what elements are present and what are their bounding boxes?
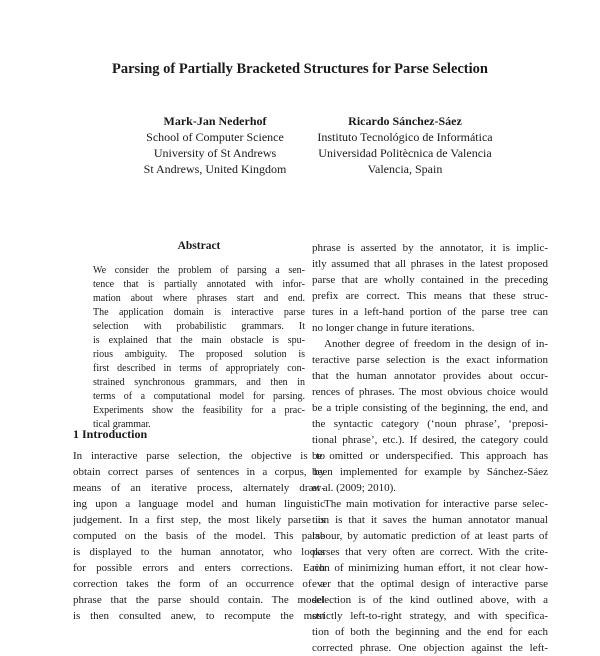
abstract-line: tence that is partially annotated with infor- [93,279,305,290]
body-text-line: tion is that it saves the human annotator manual [312,514,548,526]
body-text-line: is displayed to the human annotator, who looks [73,546,325,558]
body-text-line: no longer change in future iterations. [312,322,475,334]
body-text-line: selection is of the kind outlined above, with a [312,594,548,606]
body-text-line: been implemented for example by Sánchez-Sáez [312,466,548,478]
abstract-line: tical grammar. [93,419,151,430]
body-text-line: rences of phrases. The most obvious choice would [312,386,548,398]
body-text-line: itly assumed that all phrases in the latest proposed [312,258,548,270]
body-text-line: parses that very often are correct. With the crite- [312,546,548,558]
body-text-line: for possible errors and enters corrections. Each [73,562,325,574]
body-text-line: means of an iterative process, alternately draw- [73,482,325,494]
body-text-line: judgement. In a first step, the most likely parse is [73,514,325,526]
abstract-line: Experiments show the feasibility for a prac- [93,405,305,416]
body-text-line: that the human annotator provides about occur- [312,370,548,382]
abstract-line: We consider the problem of parsing a sen- [93,265,305,276]
body-text-line: et al. (2009; 2010). [312,482,397,494]
body-text-line: computed on the basis of the model. This parse [73,530,325,542]
body-text-line: phrase that the parse should contain. The model [73,594,325,606]
abstract-line: rious ambiguity. The proposed solution is [93,349,305,360]
body-text-line: parse that are wholly contained in the preceding [312,274,548,286]
body-text-line: obtain correct parses of sentences in a corpus, by [73,466,325,478]
body-text-line: prefix are correct. This means that these struc- [312,290,548,302]
body-text-line: strictly left-to-right strategy, and with specifica- [312,610,548,622]
body-text-line: rion of minimizing human effort, it not clear how- [312,562,548,574]
abstract-line: terms of a computational model for parsing. [93,391,305,402]
abstract-heading: Abstract [177,240,221,252]
abstract-line: first described in terms of appropriately con- [93,363,305,374]
body-text-line: the syntactic category (‘noun phrase’, ‘preposi- [312,418,548,430]
author-affiliation-line: Universidad Politècnica de Valencia [318,146,492,160]
body-text-line: Another degree of freedom in the design of in- [324,338,548,350]
body-text-line: tion of both the beginning and the end for each [312,626,548,638]
body-text-line: tional phrase’, etc.). If desired, the category could [312,434,548,446]
body-text-line: corrected phrase. One objection against the left- [312,642,548,654]
abstract-line: strained synchronous grammars, and then in [93,377,305,388]
abstract-line: selection with probabilistic grammars. It [93,321,305,332]
body-text-line: In interactive parse selection, the objective is to [73,450,325,462]
author-affiliation-line: Valencia, Spain [367,162,443,176]
abstract-line: mation about where phrases start and end. [93,293,305,304]
body-text-line: be omitted or underspecified. This approach has [312,450,548,462]
body-text-line: ever that the optimal design of interactive parse [312,578,548,590]
author-affiliation-line: School of Computer Science [146,130,284,144]
author-name: Ricardo Sánchez-Sáez [348,114,462,128]
abstract-line: The application domain is interactive parse [93,307,305,318]
body-text-line: ing upon a language model and human linguistic [73,498,325,510]
body-text-line: labour, by automatic prediction of at least parts of [312,530,548,542]
abstract-line: is explained that the main obstacle is spu- [93,335,305,346]
author-block-1 [110,113,320,177]
author-block-2 [295,113,515,177]
body-text-line: teractive parse selection is the exact information [312,354,548,366]
author-name: Mark-Jan Nederhof [163,114,267,128]
body-text-line: is then consulted anew, to recompute the most [73,610,325,622]
body-text-line: The main motivation for interactive parse selec- [324,498,548,510]
author-affiliation-line: University of St Andrews [153,146,277,160]
body-text-line: phrase is asserted by the annotator, it is implic- [312,242,548,254]
body-text-line: correction takes the form of an occurrence of a [73,578,325,590]
body-text-line: be a triple consisting of the beginning, the end, and [312,402,548,414]
body-text-line: tures in a left-hand portion of the parse tree can [312,306,548,318]
section-heading-introduction: 1 Introduction [73,427,148,441]
author-affiliation-line: St Andrews, United Kingdom [143,162,287,176]
paper-title: Parsing of Partially Bracketed Structures for Parse Selection [112,61,488,77]
author-affiliation-line: Instituto Tecnológico de Informática [317,130,493,144]
